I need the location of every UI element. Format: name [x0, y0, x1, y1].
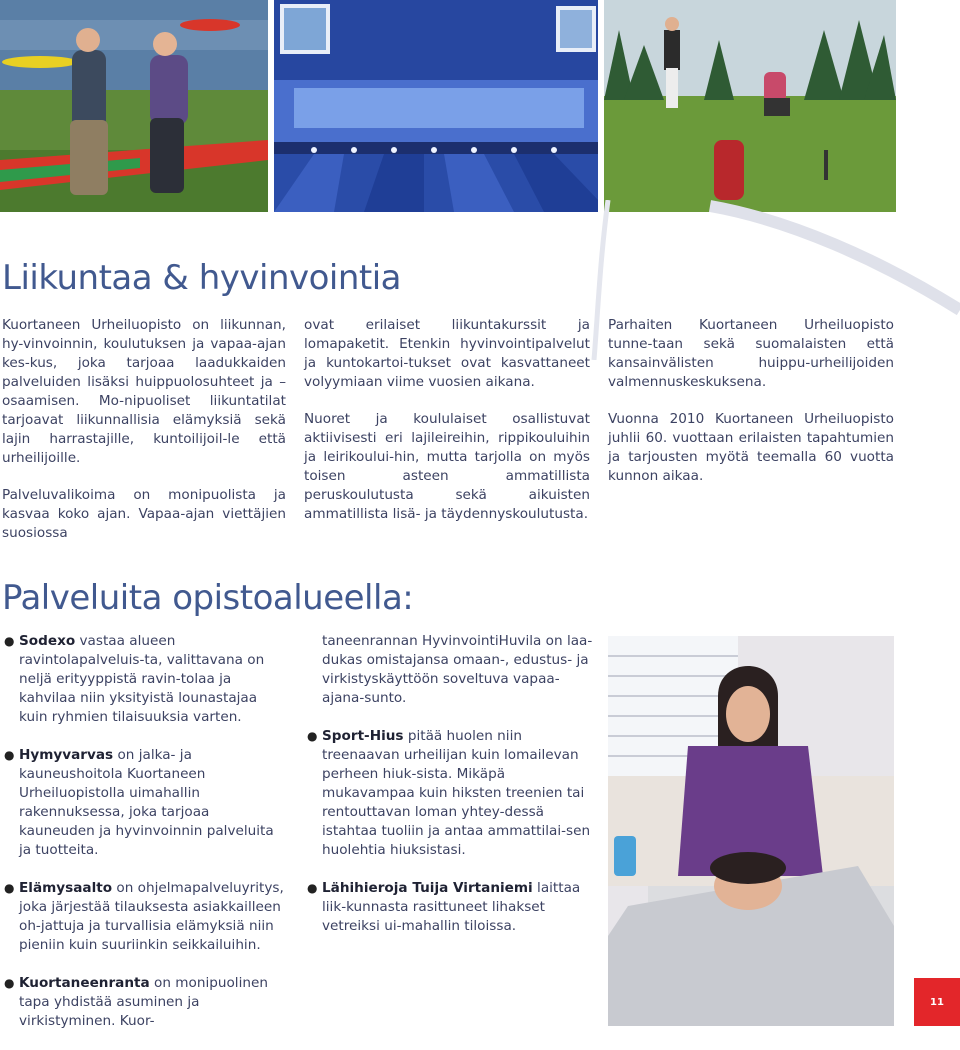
service-name: Elämysaalto [19, 880, 113, 896]
service-name: Lähihieroja Tuija Virtaniemi [322, 880, 533, 896]
service-text: vastaa alueen ravintolapalveluis-ta, valittavana on neljä erityyppistä ravin-tolaa ja kahvilaa niin yksityistä lounastajaa kuin ryhmien tilaisuuksia varten. [19, 633, 265, 725]
list-item [2, 879, 288, 955]
services-list-1 [2, 632, 288, 1050]
list-item [2, 632, 288, 727]
paragraph: Palveluvalikoima on monipuolista ja kasvaa koko ajan. Vapaa-ajan viettäjien suosiossa [2, 487, 286, 541]
massage-photo [608, 636, 894, 1026]
section-title-liikuntaa: Liikuntaa & hyvinvointia [2, 258, 402, 298]
bullet-icon: ● [4, 881, 15, 895]
service-name: Kuortaneenranta [19, 975, 150, 991]
service-name: Sodexo [19, 633, 76, 649]
list-item [305, 879, 593, 936]
service-text: on monipuolinen tapa yhdistää asuminen ja virkistyminen. Kuor- [19, 975, 268, 1029]
golf-photo [604, 0, 896, 212]
bullet-icon: ● [307, 881, 318, 895]
service-text: laittaa liik-kunnasta rasittuneet lihakset vetreiksi ui-mahallin tiloissa. [322, 880, 581, 934]
list-item-continuation [305, 632, 593, 708]
service-name: Sport-Hius [322, 728, 404, 744]
paragraph: Vuonna 2010 Kuortaneen Urheiluopisto juhlii 60. vuottaan erilaisten tapahtumien ja tarjousten myötä teemalla 60 vuotta kunnon aikaa. [608, 411, 894, 484]
paragraph: Nuoret ja koululaiset osallistuvat aktiivisesti eri lajileireihin, rippikouluihin ja leirikoului-hin, mutta tarjolla on myös toisen asteen ammatillista peruskoulutusta sekä aikuisten ammatillista lisä- ja täydennyskoulutusta. [304, 411, 590, 522]
service-text: on jalka- ja kauneushoitola Kuortaneen Urheiluopistolla uimahallin rakennuksessa, joka tarjoaa kauneuden ja hyvinvoinnin palveluita ja tuotteita. [19, 747, 274, 858]
paragraph: Kuortaneen Urheiluopisto on liikunnan, hy-vinvoinnin, koulutuksen ja vapaa-ajan kes-kus, joka tarjoaa laadukkaiden palveluiden lisäksi huippuolosuhteet ja –osaamisen. Mo-nipuoliset liikuntatilat tarjoavat liikunnallisia elämyksiä sekä lajin harrastajille, kuntoilijoil-le että urheilijoille. [2, 317, 286, 466]
page-number: 11 [914, 978, 960, 1026]
bullet-icon: ● [4, 748, 15, 762]
services-list-2 [305, 632, 593, 955]
bowling-photo [274, 0, 598, 212]
bullet-icon: ● [4, 634, 15, 648]
text-column-3 [608, 316, 894, 504]
text-column-2 [304, 316, 590, 542]
list-item [2, 746, 288, 860]
service-name: Hymyvarvas [19, 747, 114, 763]
bullet-icon: ● [4, 976, 15, 990]
service-text: pitää huolen niin treenaavan urheilijan kuin lomailevan perheen hiuk-sista. Mikäpä mukavampaa kuin hiksten treenien tai rentouttavan loman yhtey-dessä istahtaa tuoliin ja antaa ammattilai-sen huolehtia hiuksistasi. [322, 728, 591, 858]
service-text: on ohjelmapalveluyritys, joka järjestää tilauksesta asiakkailleen oh-jattuja ja turvallisia elämyksiä niin pieniin kuin suuriinkin seikkailuihin. [19, 880, 284, 953]
list-item [305, 727, 593, 860]
list-item [2, 974, 288, 1031]
paragraph: ovat erilaiset liikuntakurssit ja lomapaketit. Etenkin hyvinvointipalvelut ja kuntokartoi-tukset ovat kasvattaneet volyymiaan viime vuosien aikana. [304, 317, 590, 390]
kayak-photo [0, 0, 268, 212]
paragraph: Parhaiten Kuortaneen Urheiluopisto tunne-taan sekä suomalaisten että kansainvälisten huippu-urheilijoiden valmennuskeskuksena. [608, 317, 894, 390]
service-text: taneenrannan HyvinvointiHuvila on laa-dukas omistajansa omaan-, edustus- ja virkistyskäyttöön soveltuva vapaa-ajana-sunto. [322, 633, 593, 706]
text-column-1 [2, 316, 286, 561]
section-title-palveluita: Palveluita opistoalueella: [2, 578, 414, 618]
bullet-icon: ● [307, 729, 318, 743]
